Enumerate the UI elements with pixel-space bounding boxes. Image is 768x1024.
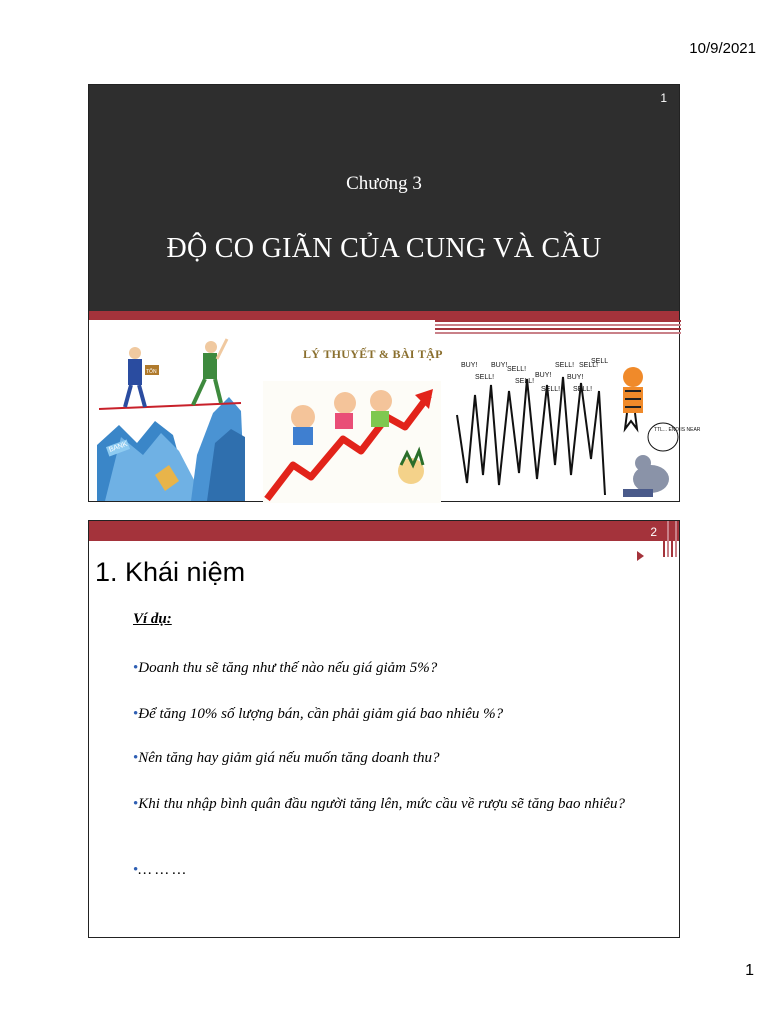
bullet-item xyxy=(133,657,653,679)
tagline: LÝ THUYẾT & BÀI TẬP xyxy=(303,347,443,361)
bubble-10: SELL! xyxy=(579,362,599,369)
slide-2-number: 2 xyxy=(650,525,657,539)
bullet-item xyxy=(133,747,653,769)
bubble-2: SELL! xyxy=(475,374,495,381)
bubble-7: SELL! xyxy=(541,386,561,393)
rising-arrow-illustration xyxy=(263,381,441,503)
bullet-text: Để tăng 10% số lượng bán, cần phải giảm giá bao nhiêu %? xyxy=(138,706,504,722)
accent-band xyxy=(89,311,679,320)
bubble-9: BUY! xyxy=(567,374,584,381)
page-number: 1 xyxy=(745,962,754,979)
chapter-subtitle: Chương 3 xyxy=(346,173,422,194)
sign-label: TTL... END IS NEAR xyxy=(654,427,701,433)
bubble-12: SELL xyxy=(591,358,609,365)
bubble-8: SELL! xyxy=(555,362,575,369)
bubble-4: SELL! xyxy=(507,366,527,373)
page-date: 10/9/2021 xyxy=(689,40,756,57)
bullet-item xyxy=(133,859,653,881)
slide-2 xyxy=(88,520,680,938)
arrow-marker-icon xyxy=(637,551,644,561)
bullet-dot-icon: • xyxy=(133,660,139,676)
bubble-1: BUY! xyxy=(461,362,478,369)
bullet-text: Doanh thu sẽ tăng như thế nào nếu giá giảm 5%? xyxy=(138,660,438,676)
bullet-dot-icon: • xyxy=(133,796,139,812)
slide-1-number: 1 xyxy=(660,91,667,105)
slide-1 xyxy=(88,84,701,502)
bullet-item xyxy=(133,703,653,725)
chapter-title: ĐỘ CO GIÃN CỦA CUNG VÀ CẦU xyxy=(166,233,602,264)
slide-2-band xyxy=(89,521,679,541)
bank-label: BANK xyxy=(108,440,129,454)
tightrope-illustration xyxy=(95,325,245,501)
accent-stripes xyxy=(435,320,681,334)
bag-label: TỐN xyxy=(146,369,157,375)
market-cartoon xyxy=(455,355,701,501)
bubble-6: BUY! xyxy=(535,372,552,379)
slide-2-stripes xyxy=(663,521,679,557)
bullet-item xyxy=(133,793,653,815)
title-panel xyxy=(89,85,679,311)
bullet-text: … … … xyxy=(138,862,186,878)
bubble-5: SELL! xyxy=(515,378,535,385)
bubble-3: BUY! xyxy=(491,362,508,369)
bullet-dot-icon: • xyxy=(133,750,139,766)
slide-heading: 1. Khái niệm xyxy=(95,557,246,587)
bullet-text: Khi thu nhập bình quân đầu người tăng lên, mức cầu về rượu sẽ tăng bao nhiêu? xyxy=(138,796,626,812)
bubble-11: SELL! xyxy=(573,386,593,393)
bullet-dot-icon: • xyxy=(133,706,139,722)
example-label: Ví dụ: xyxy=(133,611,172,627)
bullet-dot-icon: • xyxy=(133,862,139,878)
bullet-text: Nên tăng hay giảm giá nếu muốn tăng doanh thu? xyxy=(138,750,440,766)
